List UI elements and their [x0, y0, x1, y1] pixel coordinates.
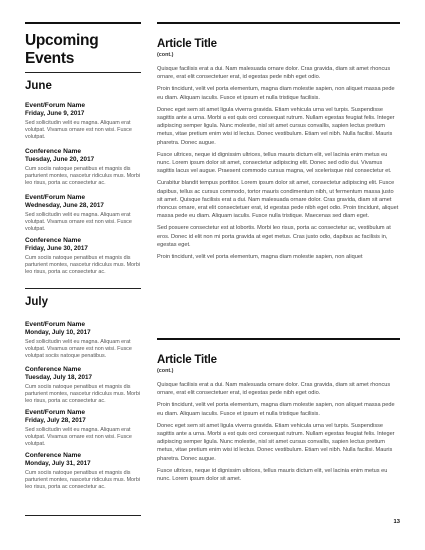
event-name: Conference Name: [25, 237, 82, 244]
month-rule: [25, 72, 141, 73]
event-name: Event/Forum Name: [25, 102, 86, 109]
event-date: Wednesday, June 28, 2017: [25, 202, 104, 209]
event-date: Monday, July 10, 2017: [25, 329, 91, 336]
event-item: [25, 194, 141, 233]
article-title: Article Title: [157, 38, 217, 50]
event-description: Cum sociis natoque penatibus et magnis dis parturient montes, nascetur ridiculus mus. Morbi leo risus, porta ac consectetur ac.: [25, 384, 141, 404]
event-description: Sed sollicitudin velit eu magna. Aliquam erat volutpat. Vivamus ornare est non wisi. Fusce volutpat.: [25, 120, 132, 140]
event-name: Event/Forum Name: [25, 194, 86, 201]
article-paragraph: Quisque facilisis erat a dui. Nam malesuada ornare dolor. Cras gravida, diam sit amet rhoncus ornare, erat elit consectetuer erat, id egestas pede nibh eget odio.: [157, 66, 391, 81]
article-paragraph: Donec eget sem sit amet ligula viverra gravida. Etiam vehicula urna vel turpis. Suspendisse sagittis ante a urna. Morbi a est quis orci consequat rutrum. Nullam egestas feugiat felis. Integer adipiscing semper ligula. Nunc molestie, nisl sit amet cursus convallis, sapien lectus pretium metus, vitae pretium enim wisi id lectus. Donec vestibulum. Etiam vel nibh. Nulla facilisi. Mauris pharetra. Donec augue.: [157, 106, 395, 146]
article-2: [157, 338, 400, 487]
page-number: 13: [393, 519, 400, 525]
article-paragraph: Donec eget sem sit amet ligula viverra gravida. Etiam vehicula urna vel turpis. Suspendisse sagittis ante a urna. Morbi a est quis orci consequat rutrum. Nullam egestas feugiat felis. Integer adipiscing semper ligula. Nunc molestie, nisl sit amet cursus convallis, sapien lectus pretium metus, vitae pretium enim wisi id lectus. Donec vestibulum. Etiam vel nibh. Nulla facilisi. Mauris pharetra. Donec augue.: [157, 422, 395, 462]
event-description: Sed sollicitudin velit eu magna. Aliquam erat volutpat. Vivamus ornare est non wisi. Fusce volutpat.: [25, 427, 132, 447]
article-paragraph: Curabitur blandit tempus porttitor. Lorem ipsum dolor sit amet, consectetur adipiscing elit. Fusce dapibus, tellus ac cursus commodo, tortor mauris condimentum nibh, ut fermentum massa justo sit amet. Quisque facilisis erat a dui. Nam malesuada ornare dolor. Cras gravida, diam sit amet rhoncus ornare, erat elit consectetuer erat, id egestas pede nibh eget odio. Proin tincidunt, aliquet massa pede eu diam. Aliquam iaculis. Fusce nulla tristique. Maecenas sed diam eget.: [157, 180, 399, 220]
event-item: [25, 237, 141, 276]
event-date: Tuesday, June 20, 2017: [25, 156, 95, 163]
article-body: [157, 65, 400, 261]
event-date: Friday, June 30, 2017: [25, 245, 88, 252]
article-paragraph: Sed posuere consectetur est at lobortis. Morbi leo risus, porta ac consectetur ac, vestibulum at eros. Donec id elit non mi porta gravida at eget metus. Cras justo odio, dapibus ac facilisis in, egestas eget.: [157, 225, 391, 248]
month-title: July: [25, 296, 49, 308]
article-paragraph: Proin tincidunt, velit vel porta elementum, magna diam molestie sapien, non aliquet massa pede eu diam. Aliquam iaculis. Fusce et ipsum et nulla tristique facilisis.: [157, 402, 395, 417]
month-title: June: [25, 80, 52, 92]
event-description: Sed sollicitudin velit eu magna. Aliquam erat volutpat. Vivamus ornare est non wisi. Fusce volutpat sociis natoque penatibus.: [25, 339, 132, 359]
month-section-july: [25, 288, 141, 490]
event-description: Cum sociis natoque penatibus et magnis dis parturient montes, nascetur ridiculus mus. Morbi leo risus, porta ac consectetur ac.: [25, 470, 141, 490]
article-1: [157, 22, 400, 265]
event-date: Friday, June 9, 2017: [25, 110, 85, 117]
article-continued-label: (cont.): [157, 368, 174, 374]
event-item: [25, 102, 141, 141]
article-paragraph: Proin tincidunt, velit vel porta elementum, magna diam molestie sapien, non aliquet: [157, 254, 363, 261]
event-description: Cum sociis natoque penatibus et magnis dis parturient montes, nascetur ridiculus mus. Morbi leo risus, porta ac consectetur ac.: [25, 255, 141, 275]
event-name: Conference Name: [25, 148, 82, 155]
article-body: [157, 381, 400, 483]
event-item: [25, 148, 141, 187]
article-top-rule: [157, 338, 400, 340]
event-item: [25, 366, 141, 405]
event-item: [25, 321, 141, 360]
event-description: Sed sollicitudin velit eu magna. Aliquam erat volutpat. Vivamus ornare est non wisi. Fusce volutpat.: [25, 212, 132, 232]
article-paragraph: Fusce ultrices, neque id dignissim ultrices, tellus mauris dictum elit, vel lacinia enim metus eu nunc. Lorem ipsum dolor sit amet.: [157, 467, 388, 483]
article-top-rule: [157, 22, 400, 24]
event-item: [25, 409, 141, 448]
event-date: Tuesday, July 18, 2017: [25, 374, 92, 381]
event-name: Event/Forum Name: [25, 321, 86, 328]
sidebar-header: [25, 22, 141, 68]
article-paragraph: Proin tincidunt, velit vel porta elementum, magna diam molestie sapien, non aliquet massa pede eu diam. Aliquam iaculis. Fusce et ipsum et nulla tristique facilisis.: [157, 86, 395, 101]
article-paragraph: Fusce ultrices, neque id dignissim ultrices, tellus mauris dictum elit, vel lacinia enim metus eu nunc. Lorem ipsum dolor sit amet, consectetur adipiscing elit. Donec sed odio dui. Vivamus sagittis lacus vel augue. Praesent commodo cursus magna, vel scelerisque nisl consectetur et.: [157, 151, 392, 175]
event-name: Event/Forum Name: [25, 409, 86, 416]
event-name: Conference Name: [25, 452, 82, 459]
article-title: Article Title: [157, 354, 217, 366]
event-date: Friday, July 28, 2017: [25, 417, 86, 424]
sidebar-bottom-rule: [25, 515, 141, 516]
article-paragraph: Quisque facilisis erat a dui. Nam malesuada ornare dolor. Cras gravida, diam sit amet rhoncus ornare, erat elit consectetuer erat, id egestas pede nibh eget odio.: [157, 382, 391, 397]
event-name: Conference Name: [25, 366, 82, 373]
event-date: Monday, July 31, 2017: [25, 460, 91, 467]
event-item: [25, 452, 141, 491]
sidebar-title: Upcoming Events: [25, 32, 99, 67]
month-rule: [25, 288, 141, 289]
sidebar-top-rule: [25, 22, 141, 24]
article-continued-label: (cont.): [157, 52, 174, 58]
event-description: Cum sociis natoque penatibus et magnis dis parturient montes, nascetur ridiculus mus. Morbi leo risus, porta ac consectetur ac.: [25, 166, 141, 186]
month-section-june: [25, 72, 141, 275]
